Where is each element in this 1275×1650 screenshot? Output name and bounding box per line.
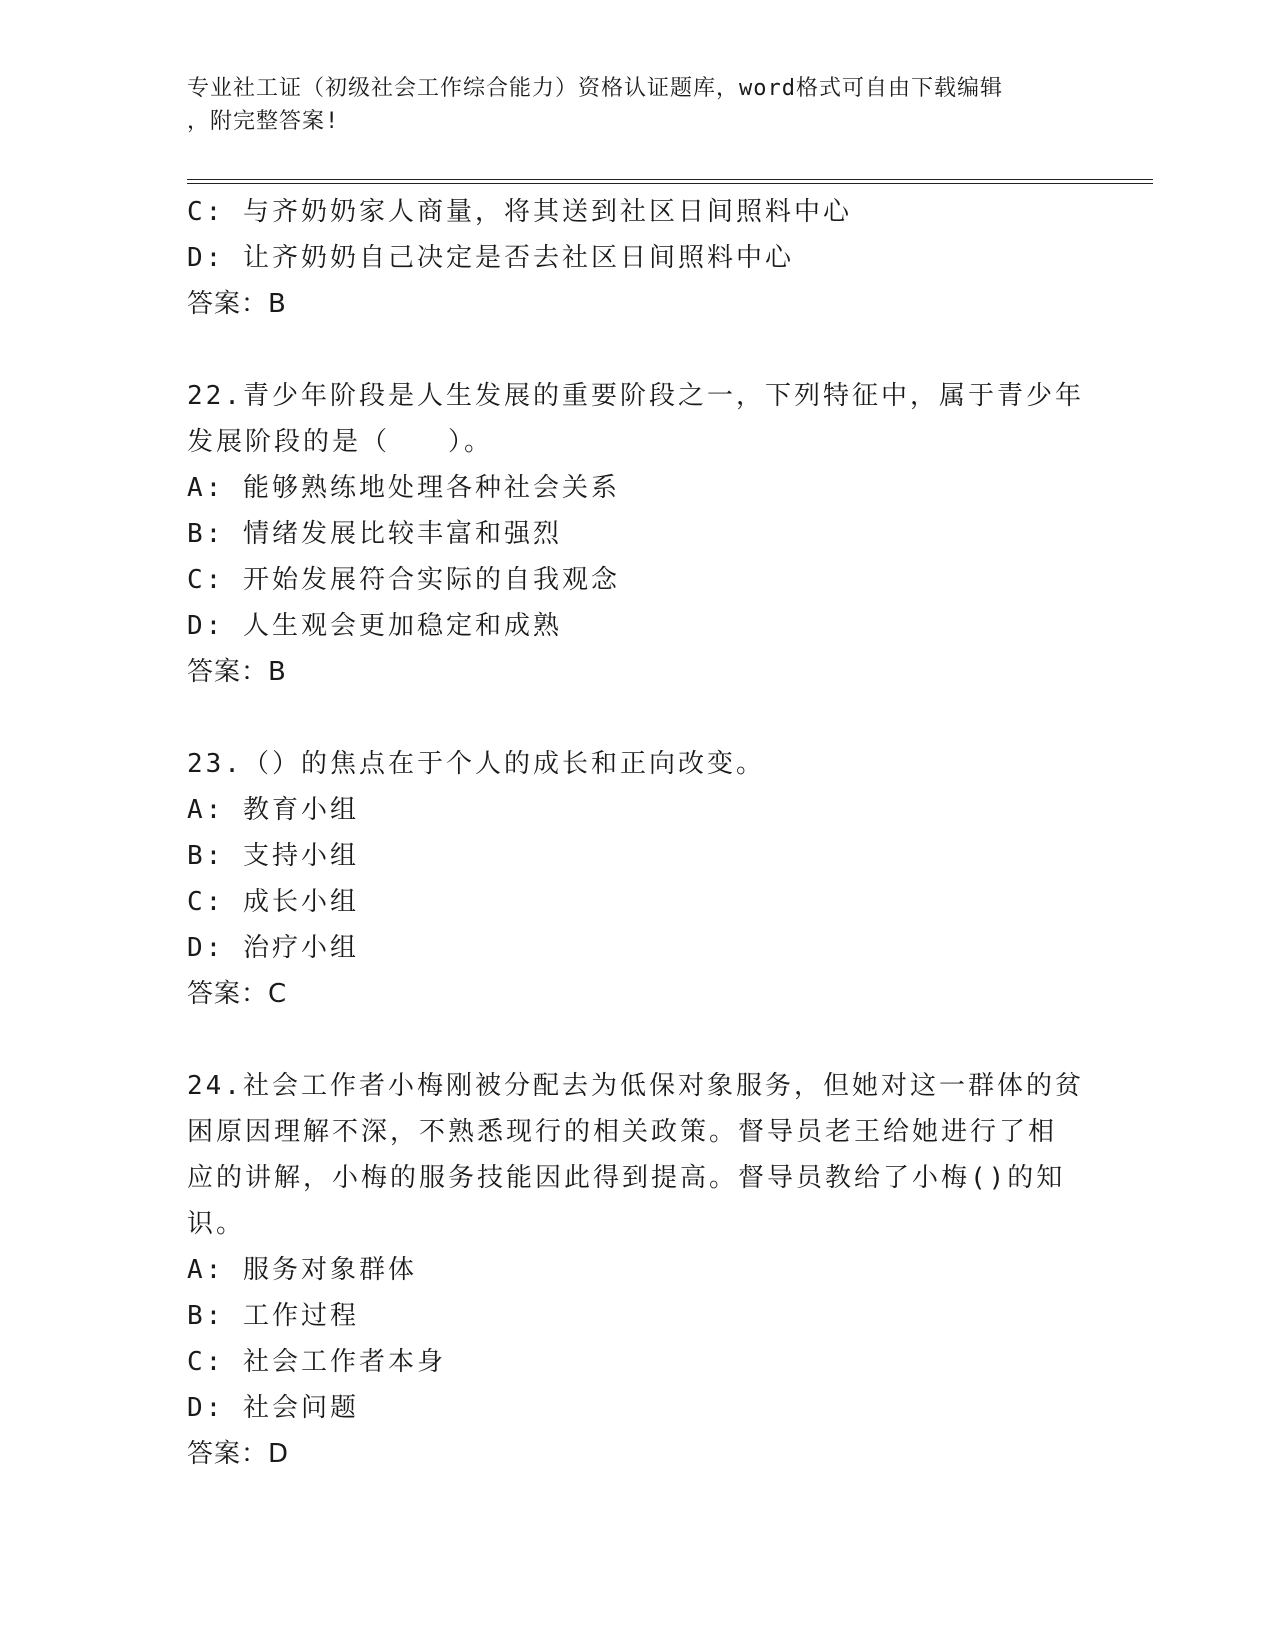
- spacer: [187, 1017, 1087, 1063]
- question-list: [187, 189, 1087, 1477]
- header-line-1: 专业社工证（初级社会工作综合能力）资格认证题库，word格式可自由下载编辑: [187, 76, 1003, 101]
- question-23: [187, 741, 1087, 1017]
- option-a: A: 服务对象群体: [187, 1255, 417, 1285]
- header-line-2: ，附完整答案!: [187, 109, 340, 134]
- previous-question-tail: [187, 189, 1087, 327]
- header-divider-bottom: [187, 183, 1153, 184]
- option-c: C: 与齐奶奶家人商量，将其送到社区日间照料中心: [187, 197, 852, 227]
- option-d: D: 人生观会更加稳定和成熟: [187, 611, 562, 641]
- answer-line: 答案：B: [187, 289, 287, 319]
- option-b: B: 情绪发展比较丰富和强烈: [187, 519, 562, 549]
- option-d: D: 让齐奶奶自己决定是否去社区日间照料中心: [187, 243, 794, 273]
- option-d: D: 社会问题: [187, 1393, 359, 1423]
- document-header: [187, 72, 1087, 138]
- question-text-line: 23.（）的焦点在于个人的成长和正向改变。: [187, 749, 765, 779]
- answer-line: 答案：D: [187, 1439, 290, 1469]
- question-text-line: 识。: [187, 1209, 246, 1239]
- option-b: B: 支持小组: [187, 841, 359, 871]
- question-text-line: 应的讲解，小梅的服务技能因此得到提高。督导员教给了小梅()的知: [187, 1163, 1066, 1193]
- option-a: A: 教育小组: [187, 795, 359, 825]
- option-d: D: 治疗小组: [187, 933, 359, 963]
- option-c: C: 开始发展符合实际的自我观念: [187, 565, 620, 595]
- question-text-line: 24.社会工作者小梅刚被分配去为低保对象服务，但她对这一群体的贫: [187, 1071, 1084, 1101]
- spacer: [187, 695, 1087, 741]
- question-text-line: 发展阶段的是（ ）。: [187, 427, 494, 457]
- option-c: C: 社会工作者本身: [187, 1347, 446, 1377]
- spacer: [187, 327, 1087, 373]
- question-text-line: 22.青少年阶段是人生发展的重要阶段之一，下列特征中，属于青少年: [187, 381, 1084, 411]
- question-24: [187, 1063, 1087, 1477]
- option-c: C: 成长小组: [187, 887, 359, 917]
- answer-line: 答案：B: [187, 657, 287, 687]
- header-divider-top: [187, 179, 1153, 180]
- option-b: B: 工作过程: [187, 1301, 359, 1331]
- option-a: A: 能够熟练地处理各种社会关系: [187, 473, 620, 503]
- question-text-line: 困原因理解不深，不熟悉现行的相关政策。督导员老王给她进行了相: [187, 1117, 1058, 1147]
- answer-line: 答案：C: [187, 979, 288, 1009]
- question-22: [187, 373, 1087, 695]
